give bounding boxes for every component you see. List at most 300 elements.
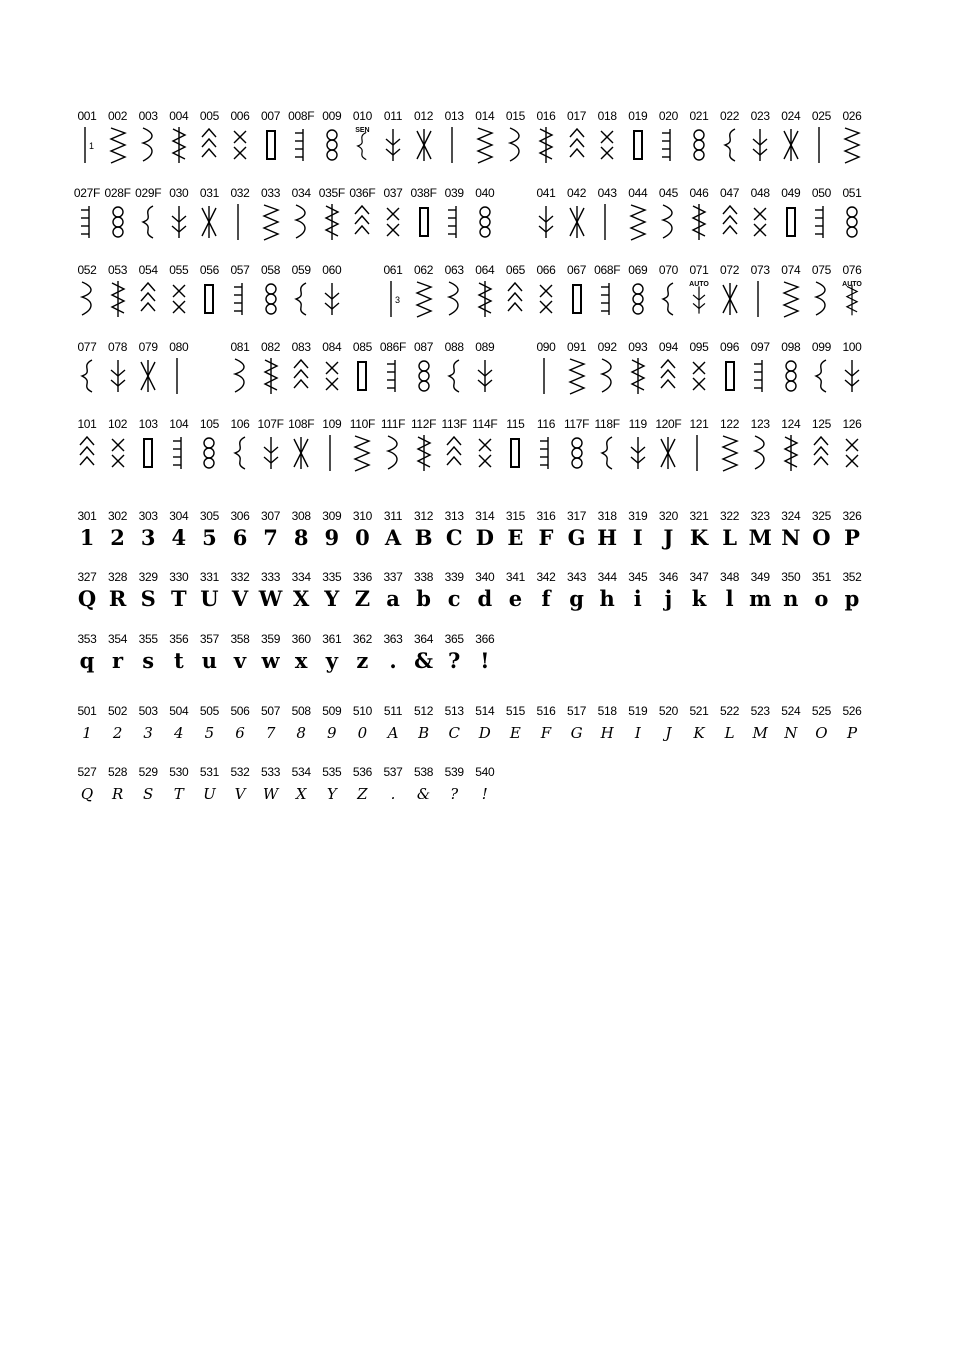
stitch-cell bbox=[72, 186, 102, 242]
stitch-pattern-icon bbox=[684, 125, 714, 165]
stitch-cell bbox=[103, 109, 133, 165]
stitch-cell bbox=[623, 417, 653, 473]
stitch-number: 100 bbox=[842, 340, 862, 354]
stitch-number: 062 bbox=[414, 263, 434, 277]
character-glyph: H bbox=[600, 724, 614, 742]
stitch-pattern-icon bbox=[256, 125, 286, 165]
stitch-pattern-icon bbox=[592, 433, 622, 473]
stitch-cell bbox=[225, 263, 255, 319]
stitch-cell bbox=[133, 340, 163, 396]
stitch-number: 070 bbox=[658, 263, 678, 277]
character-cell bbox=[837, 704, 867, 746]
stitch-symbol bbox=[347, 433, 377, 473]
stitch-cell bbox=[103, 417, 133, 473]
stitch-number: 353 bbox=[77, 632, 97, 646]
stitch-number: 534 bbox=[291, 765, 311, 779]
character-glyph: 9 bbox=[324, 525, 340, 550]
stitch-pattern-icon bbox=[806, 433, 836, 473]
stitch-symbol bbox=[378, 125, 408, 165]
stitch-number: 102 bbox=[108, 417, 128, 431]
character-cell bbox=[776, 570, 806, 612]
stitch-number: 071 bbox=[689, 263, 709, 277]
stitch-symbol bbox=[164, 356, 194, 396]
stitch-pattern-icon bbox=[225, 356, 255, 396]
stitch-pattern-icon bbox=[103, 356, 133, 396]
stitch-number: 094 bbox=[658, 340, 678, 354]
character-cell bbox=[103, 765, 133, 807]
stitch-symbol bbox=[837, 125, 867, 165]
character-glyph: I bbox=[632, 525, 643, 550]
character-glyph: ! bbox=[481, 785, 488, 803]
stitch-cell bbox=[256, 109, 286, 165]
stitch-number: 060 bbox=[322, 263, 342, 277]
stitch-symbol bbox=[745, 356, 775, 396]
character-glyph: K bbox=[693, 724, 705, 742]
character-cell bbox=[286, 570, 316, 612]
stitch-symbol bbox=[684, 202, 714, 242]
character-glyph: 8 bbox=[296, 724, 306, 742]
stitch-number: 536 bbox=[352, 765, 372, 779]
stitch-cell bbox=[623, 263, 653, 319]
stitch-number: 059 bbox=[291, 263, 311, 277]
stitch-cell bbox=[500, 109, 530, 165]
stitch-cell bbox=[470, 186, 500, 242]
stitch-number: 329 bbox=[138, 570, 158, 584]
stitch-cell bbox=[745, 340, 775, 396]
svg-text:3: 3 bbox=[395, 295, 401, 305]
stitch-cell bbox=[562, 340, 592, 396]
stitch-number: 103 bbox=[138, 417, 158, 431]
stitch-number: 001 bbox=[77, 109, 97, 123]
stitch-cell bbox=[103, 263, 133, 319]
stitch-number: 003 bbox=[138, 109, 158, 123]
stitch-pattern-icon bbox=[409, 279, 439, 319]
character-glyph: 8 bbox=[293, 525, 309, 550]
character-cell bbox=[531, 509, 561, 551]
stitch-number: 539 bbox=[444, 765, 464, 779]
stitch-number: 047 bbox=[720, 186, 740, 200]
character-cell bbox=[347, 570, 377, 612]
stitch-number: 352 bbox=[842, 570, 862, 584]
stitch-number: 304 bbox=[169, 509, 189, 523]
character-cell bbox=[745, 509, 775, 551]
stitch-cell bbox=[409, 340, 439, 396]
stitch-symbol bbox=[347, 202, 377, 242]
character-glyph: E bbox=[509, 724, 521, 742]
stitch-pattern-icon bbox=[317, 279, 347, 319]
character-glyph: t bbox=[173, 648, 184, 673]
stitch-cell bbox=[317, 109, 347, 165]
stitch-number: 121 bbox=[689, 417, 709, 431]
character-glyph: ? bbox=[450, 785, 459, 803]
stitch-symbol bbox=[164, 279, 194, 319]
stitch-cell bbox=[378, 186, 408, 242]
stitch-number: 325 bbox=[811, 509, 831, 523]
stitch-cell bbox=[806, 417, 836, 473]
stitch-number: 359 bbox=[261, 632, 281, 646]
stitch-number: 078 bbox=[108, 340, 128, 354]
character-glyph: 3 bbox=[140, 525, 156, 550]
stitch-number: 310 bbox=[352, 509, 372, 523]
character-glyph: 1 bbox=[82, 724, 92, 742]
stitch-number: 038F bbox=[410, 186, 437, 200]
stitch-symbol bbox=[531, 433, 561, 473]
character-glyph: F bbox=[538, 525, 554, 550]
stitch-number: 527 bbox=[77, 765, 97, 779]
character-cell bbox=[531, 704, 561, 746]
stitch-number: 048 bbox=[750, 186, 770, 200]
stitch-number: 530 bbox=[169, 765, 189, 779]
stitch-number: 024 bbox=[781, 109, 801, 123]
character-cell bbox=[133, 704, 163, 746]
stitch-pattern-icon bbox=[531, 202, 561, 242]
character-glyph: T bbox=[170, 586, 187, 611]
stitch-number: 345 bbox=[628, 570, 648, 584]
stitch-pattern-icon bbox=[286, 202, 316, 242]
stitch-symbol bbox=[470, 125, 500, 165]
character-cell bbox=[347, 509, 377, 551]
stitch-symbol bbox=[409, 356, 439, 396]
stitch-symbol bbox=[317, 125, 347, 165]
stitch-pattern-icon bbox=[653, 202, 683, 242]
character-cell bbox=[653, 704, 683, 746]
character-cell bbox=[347, 632, 377, 674]
character-glyph: C bbox=[448, 724, 460, 742]
stitch-number: 081 bbox=[230, 340, 250, 354]
character-glyph: f bbox=[541, 586, 551, 611]
stitch-cell bbox=[684, 186, 714, 242]
stitch-pattern-icon bbox=[806, 202, 836, 242]
character-glyph: C bbox=[445, 525, 463, 550]
character-glyph: O bbox=[812, 525, 831, 550]
character-glyph: . bbox=[389, 648, 397, 673]
character-glyph: q bbox=[79, 648, 95, 673]
stitch-pattern-icon bbox=[837, 356, 867, 396]
stitch-pattern-icon bbox=[806, 356, 836, 396]
stitch-badge: SEN bbox=[355, 127, 370, 134]
stitch-pattern-icon bbox=[562, 279, 592, 319]
stitch-number: 041 bbox=[536, 186, 556, 200]
stitch-symbol bbox=[653, 202, 683, 242]
character-cell bbox=[806, 570, 836, 612]
stitch-number: 348 bbox=[720, 570, 740, 584]
stitch-number: 317 bbox=[567, 509, 587, 523]
stitch-cell bbox=[470, 263, 500, 319]
stitch-cell bbox=[378, 340, 408, 396]
stitch-number: 063 bbox=[444, 263, 464, 277]
stitch-cell bbox=[347, 186, 377, 242]
character-cell bbox=[500, 509, 530, 551]
stitch-number: 076 bbox=[842, 263, 862, 277]
character-glyph: 7 bbox=[265, 724, 276, 742]
stitch-pattern-icon bbox=[439, 125, 469, 165]
stitch-cell bbox=[286, 263, 316, 319]
stitch-number: 519 bbox=[628, 704, 648, 718]
stitch-cell bbox=[347, 340, 377, 396]
stitch-number: 013 bbox=[444, 109, 464, 123]
stitch-number: 088 bbox=[444, 340, 464, 354]
stitch-number: 357 bbox=[199, 632, 219, 646]
stitch-number: 022 bbox=[720, 109, 740, 123]
stitch-number: 126 bbox=[842, 417, 862, 431]
stitch-number: 107F bbox=[257, 417, 284, 431]
stitch-number: 108F bbox=[288, 417, 315, 431]
character-cell bbox=[317, 632, 347, 674]
character-cell bbox=[347, 765, 377, 807]
stitch-number: 020 bbox=[658, 109, 678, 123]
stitch-number: 092 bbox=[597, 340, 617, 354]
stitch-number: 065 bbox=[505, 263, 525, 277]
character-glyph: M bbox=[748, 525, 772, 550]
character-cell bbox=[317, 570, 347, 612]
stitch-cell bbox=[531, 417, 561, 473]
stitch-number: 502 bbox=[108, 704, 128, 718]
character-glyph: L bbox=[722, 525, 737, 550]
stitch-pattern-icon bbox=[256, 202, 286, 242]
stitch-symbol bbox=[715, 279, 745, 319]
stitch-pattern-icon bbox=[347, 356, 377, 396]
stitch-cell bbox=[745, 109, 775, 165]
stitch-cell bbox=[286, 186, 316, 242]
character-cell bbox=[409, 765, 439, 807]
character-cell bbox=[562, 509, 592, 551]
stitch-number: 066 bbox=[536, 263, 556, 277]
stitch-symbol bbox=[225, 279, 255, 319]
stitch-number: 079 bbox=[138, 340, 158, 354]
stitch-symbol bbox=[286, 125, 316, 165]
stitch-symbol bbox=[684, 356, 714, 396]
stitch-pattern-icon bbox=[562, 125, 592, 165]
character-cell bbox=[286, 509, 316, 551]
stitch-number: 004 bbox=[169, 109, 189, 123]
character-glyph: j bbox=[664, 586, 673, 611]
stitch-pattern-icon bbox=[103, 433, 133, 473]
stitch-number: 331 bbox=[199, 570, 219, 584]
stitch-number: 053 bbox=[108, 263, 128, 277]
character-cell bbox=[317, 765, 347, 807]
stitch-number: 084 bbox=[322, 340, 342, 354]
stitch-cell bbox=[653, 340, 683, 396]
stitch-number: 506 bbox=[230, 704, 250, 718]
stitch-symbol bbox=[347, 356, 377, 396]
stitch-pattern-icon bbox=[409, 125, 439, 165]
stitch-number: 095 bbox=[689, 340, 709, 354]
character-glyph: A bbox=[384, 525, 402, 550]
stitch-cell bbox=[225, 186, 255, 242]
stitch-symbol bbox=[133, 202, 163, 242]
character-glyph: M bbox=[752, 724, 768, 742]
stitch-number: 346 bbox=[658, 570, 678, 584]
stitch-cell bbox=[378, 109, 408, 165]
stitch-pattern-icon bbox=[133, 279, 163, 319]
stitch-number: 535 bbox=[322, 765, 342, 779]
stitch-pattern-icon bbox=[439, 356, 469, 396]
character-cell bbox=[592, 509, 622, 551]
stitch-number: 096 bbox=[720, 340, 740, 354]
stitch-symbol bbox=[286, 279, 316, 319]
character-glyph: i bbox=[633, 586, 642, 611]
stitch-symbol bbox=[562, 433, 592, 473]
stitch-symbol bbox=[531, 279, 561, 319]
character-glyph: g bbox=[569, 586, 584, 611]
stitch-number: 077 bbox=[77, 340, 97, 354]
stitch-number: 518 bbox=[597, 704, 617, 718]
character-cell bbox=[378, 704, 408, 746]
stitch-pattern-icon bbox=[72, 433, 102, 473]
stitch-number: 014 bbox=[475, 109, 495, 123]
stitch-symbol bbox=[745, 202, 775, 242]
stitch-number: 364 bbox=[414, 632, 434, 646]
stitch-pattern-icon bbox=[592, 356, 622, 396]
character-cell bbox=[256, 765, 286, 807]
character-cell bbox=[103, 570, 133, 612]
character-cell bbox=[653, 570, 683, 612]
stitch-cell bbox=[72, 263, 102, 319]
stitch-number: 529 bbox=[138, 765, 158, 779]
stitch-symbol bbox=[623, 356, 653, 396]
stitch-cell bbox=[806, 263, 836, 319]
stitch-cell bbox=[592, 340, 622, 396]
character-glyph: 4 bbox=[174, 724, 184, 742]
character-cell bbox=[439, 570, 469, 612]
stitch-symbol bbox=[653, 356, 683, 396]
stitch-pattern-icon bbox=[164, 279, 194, 319]
stitch-pattern-icon bbox=[378, 202, 408, 242]
stitch-number: 087 bbox=[414, 340, 434, 354]
stitch-symbol bbox=[531, 125, 561, 165]
stitch-cell bbox=[470, 340, 500, 396]
character-cell bbox=[470, 632, 500, 674]
stitch-number: 068F bbox=[594, 263, 621, 277]
stitch-number: 054 bbox=[138, 263, 158, 277]
stitch-symbol bbox=[684, 283, 714, 323]
stitch-cell bbox=[776, 186, 806, 242]
stitch-pattern-icon bbox=[286, 125, 316, 165]
stitch-number: 112F bbox=[410, 417, 437, 431]
stitch-number: 521 bbox=[689, 704, 709, 718]
stitch-pattern-icon bbox=[378, 356, 408, 396]
stitch-number: 015 bbox=[505, 109, 525, 123]
stitch-number: 351 bbox=[811, 570, 831, 584]
character-cell bbox=[592, 570, 622, 612]
stitch-number: 523 bbox=[750, 704, 770, 718]
character-glyph: R bbox=[111, 785, 124, 803]
character-cell bbox=[806, 704, 836, 746]
stitch-number: 510 bbox=[352, 704, 372, 718]
stitch-pattern-icon bbox=[194, 202, 224, 242]
stitch-number: 099 bbox=[811, 340, 831, 354]
character-glyph: v bbox=[233, 648, 247, 673]
stitch-cell bbox=[133, 109, 163, 165]
stitch-pattern-icon bbox=[439, 279, 469, 319]
stitch-cell bbox=[133, 263, 163, 319]
stitch-symbol bbox=[256, 202, 286, 242]
stitch-symbol bbox=[470, 356, 500, 396]
character-glyph: m bbox=[749, 586, 772, 611]
character-cell bbox=[225, 509, 255, 551]
stitch-pattern-icon bbox=[653, 433, 683, 473]
stitch-number: 328 bbox=[108, 570, 128, 584]
stitch-number: 073 bbox=[750, 263, 770, 277]
character-glyph: 6 bbox=[232, 525, 248, 550]
stitch-number: 362 bbox=[352, 632, 372, 646]
stitch-badge: AUTO bbox=[689, 281, 709, 288]
stitch-symbol bbox=[439, 202, 469, 242]
stitch-pattern-icon bbox=[500, 279, 530, 319]
stitch-number: 321 bbox=[689, 509, 709, 523]
stitch-cell bbox=[715, 340, 745, 396]
stitch-cell bbox=[715, 186, 745, 242]
character-glyph: 2 bbox=[112, 724, 123, 742]
stitch-number: 074 bbox=[781, 263, 801, 277]
stitch-symbol bbox=[776, 125, 806, 165]
stitch-number: 023 bbox=[750, 109, 770, 123]
stitch-cell bbox=[164, 417, 194, 473]
stitch-number: 532 bbox=[230, 765, 250, 779]
stitch-pattern-icon bbox=[684, 202, 714, 242]
stitch-cell bbox=[164, 186, 194, 242]
stitch-number: 316 bbox=[536, 509, 556, 523]
stitch-number: 308 bbox=[291, 509, 311, 523]
stitch-cell bbox=[592, 417, 622, 473]
character-glyph: O bbox=[815, 724, 828, 742]
stitch-pattern-icon bbox=[715, 356, 745, 396]
stitch-number: 528 bbox=[108, 765, 128, 779]
stitch-number: 312 bbox=[414, 509, 434, 523]
character-glyph: P bbox=[844, 525, 860, 550]
stitch-symbol bbox=[470, 433, 500, 473]
character-glyph: J bbox=[663, 525, 674, 550]
stitch-cell bbox=[439, 263, 469, 319]
stitch-symbol bbox=[653, 433, 683, 473]
character-cell bbox=[347, 704, 377, 746]
character-glyph: s bbox=[142, 648, 155, 673]
stitch-number: 118F bbox=[594, 417, 620, 431]
stitch-cell bbox=[439, 109, 469, 165]
character-cell bbox=[256, 509, 286, 551]
stitch-cell bbox=[286, 340, 316, 396]
stitch-pattern-icon bbox=[470, 125, 500, 165]
stitch-symbol bbox=[684, 125, 714, 165]
character-glyph: n bbox=[783, 586, 799, 611]
stitch-pattern-icon bbox=[133, 356, 163, 396]
stitch-cell bbox=[409, 186, 439, 242]
stitch-pattern-icon bbox=[317, 202, 347, 242]
stitch-symbol bbox=[439, 125, 469, 165]
stitch-pattern-icon bbox=[562, 202, 592, 242]
stitch-cell bbox=[72, 417, 102, 473]
character-glyph: & bbox=[414, 648, 434, 673]
stitch-number: 315 bbox=[505, 509, 525, 523]
character-glyph: 0 bbox=[357, 724, 368, 742]
character-cell bbox=[409, 632, 439, 674]
character-glyph: 3 bbox=[143, 724, 153, 742]
stitch-number: 104 bbox=[169, 417, 189, 431]
character-cell bbox=[286, 765, 316, 807]
stitch-number: 123 bbox=[750, 417, 770, 431]
character-glyph: R bbox=[108, 586, 127, 611]
stitch-number: 347 bbox=[689, 570, 709, 584]
stitch-pattern-icon bbox=[653, 356, 683, 396]
stitch-pattern-icon bbox=[653, 279, 683, 319]
character-glyph: X bbox=[293, 586, 310, 611]
stitch-number: 330 bbox=[169, 570, 189, 584]
character-glyph: U bbox=[203, 785, 216, 803]
stitch-cell bbox=[347, 109, 377, 169]
stitch-symbol bbox=[256, 433, 286, 473]
stitch-number: 109 bbox=[322, 417, 342, 431]
stitch-number: 009 bbox=[322, 109, 342, 123]
